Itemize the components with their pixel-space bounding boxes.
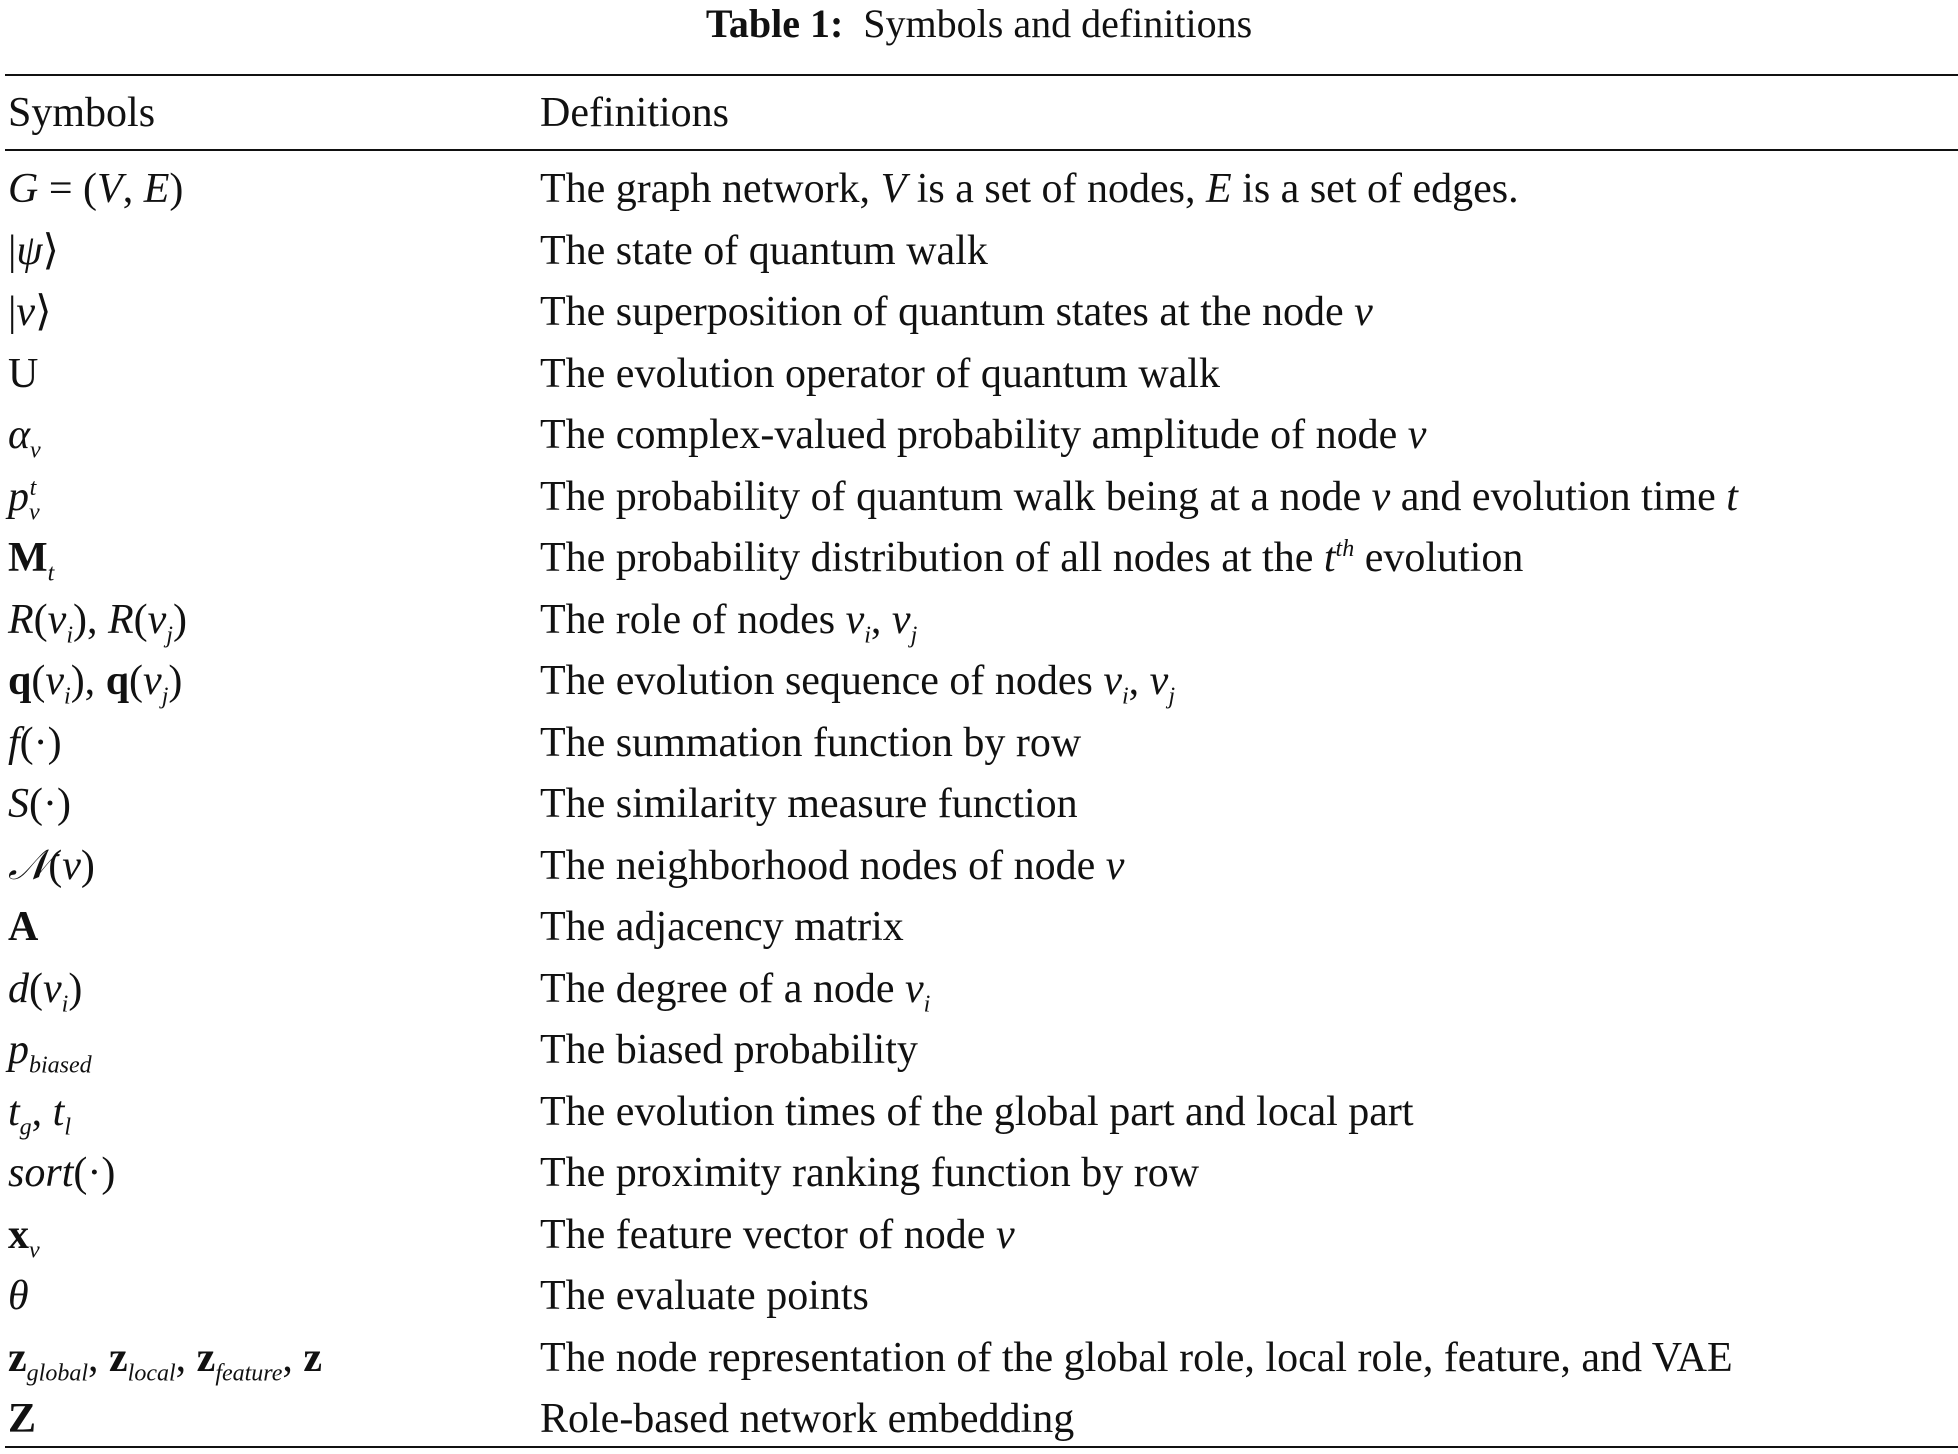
definition-cell: The proximity ranking function by row: [540, 1150, 1200, 1196]
symbol-cell: $x_v$: [8, 1211, 40, 1263]
symbol-cell: |ψ⟩: [8, 227, 59, 274]
table-row: [0, 528, 1958, 590]
table-row: [0, 1389, 1958, 1451]
table-row: [0, 590, 1958, 652]
caption-text: Symbols and definitions: [863, 1, 1253, 46]
caption-label: Table 1:: [705, 1, 844, 46]
symbol-cell: $p_v^t$: [8, 473, 40, 525]
symbol-cell: Z: [8, 1396, 37, 1442]
table-row: [0, 221, 1958, 283]
definition-cell: The biased probability: [540, 1027, 918, 1073]
definition-cell: The probability distribution of all nodes at the $t^{th}$ evolution: [540, 535, 1524, 581]
table-row: [0, 651, 1958, 713]
table-row: [0, 405, 1958, 467]
definition-cell: The state of quantum walk: [540, 227, 988, 274]
table-row: [0, 1143, 1958, 1205]
definition-cell: The role of nodes $v_i$, $v_j$: [540, 596, 918, 648]
header-definitions: Definitions: [540, 90, 729, 136]
definition-cell: Role-based network embedding: [540, 1396, 1075, 1442]
header-rule: [5, 149, 1958, 151]
symbol-cell: $M_t$: [8, 535, 55, 587]
definition-cell: The degree of a node $v_i$: [540, 965, 931, 1017]
table-row: [0, 713, 1958, 775]
symbol-cell: 𝒩(v): [8, 842, 95, 889]
definition-cell: The probability of quantum walk being at a node v and evolution time t: [540, 473, 1738, 520]
table-row: [0, 1020, 1958, 1082]
symbol-cell: $p_{biased}$: [8, 1027, 92, 1079]
symbol-cell: A: [8, 904, 39, 950]
top-rule: [5, 74, 1958, 76]
table-row: [0, 836, 1958, 898]
symbol-cell: $d(v_i)$: [8, 965, 83, 1017]
symbol-cell: $q(v_i)$, $q(v_j)$: [8, 658, 183, 710]
definition-cell: The neighborhood nodes of node v: [540, 842, 1125, 889]
table-row: [0, 467, 1958, 529]
table-row: [0, 1328, 1958, 1390]
definition-cell: The complex-valued probability amplitude of node v: [540, 412, 1427, 458]
table-row: [0, 1266, 1958, 1328]
symbol-cell: θ: [8, 1273, 29, 1319]
table-caption: [0, 0, 1958, 48]
definition-cell: The superposition of quantum states at the node v: [540, 289, 1373, 335]
table-row: [0, 959, 1958, 1021]
bottom-rule: [5, 1446, 1958, 1448]
table-row: [0, 774, 1958, 836]
symbol-cell: $R(v_i)$, $R(v_j)$: [8, 596, 187, 648]
table-row: [0, 159, 1958, 221]
table-row: [0, 282, 1958, 344]
symbol-cell: $t_g$, $t_l$: [8, 1088, 72, 1140]
definition-cell: The evolution operator of quantum walk: [540, 350, 1220, 397]
table-body: [0, 159, 1958, 1451]
symbol-cell: |v⟩: [8, 289, 52, 335]
definition-cell: The summation function by row: [540, 719, 1082, 766]
table-row: [0, 1082, 1958, 1144]
table-row: [0, 344, 1958, 406]
definition-cell: The evolution sequence of nodes $v_i$, $v_j$: [540, 658, 1175, 710]
symbol-cell: f(·): [8, 719, 62, 766]
header-symbols: Symbols: [8, 90, 156, 136]
definition-cell: The similarity measure function: [540, 781, 1078, 827]
symbol-cell: U: [8, 350, 39, 397]
definition-cell: The feature vector of node v: [540, 1211, 1015, 1258]
definition-cell: The node representation of the global role, local role, feature, and VAE: [540, 1334, 1733, 1381]
symbol-cell: G = (V, E): [8, 166, 184, 212]
table-row: [0, 897, 1958, 959]
symbol-cell: $z_{global}$, $z_{local}$, $z_{feature}$, z: [8, 1334, 323, 1386]
symbol-cell: $\alpha_v$: [8, 412, 41, 464]
definition-cell: The adjacency matrix: [540, 904, 904, 950]
table-row: [0, 1205, 1958, 1267]
symbol-cell: S(·): [8, 781, 71, 827]
definition-cell: The graph network, V is a set of nodes, E is a set of edges.: [540, 166, 1519, 212]
symbol-cell: sort(·): [8, 1150, 116, 1196]
definition-cell: The evolution times of the global part and local part: [540, 1088, 1414, 1135]
definition-cell: The evaluate points: [540, 1273, 869, 1319]
